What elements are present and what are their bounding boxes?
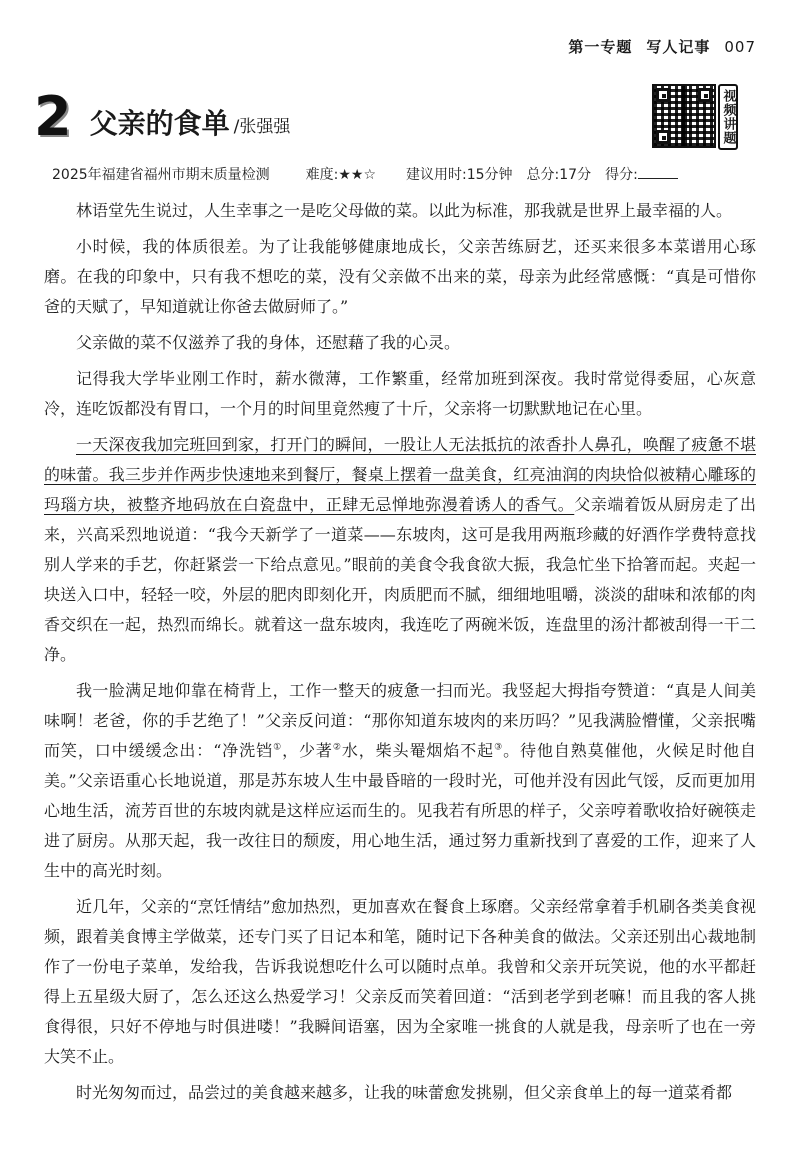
- paragraph: 林语堂先生说过，人生幸事之一是吃父母做的菜。以此为标准，那我就是世界上最幸福的人。: [76, 201, 733, 220]
- paragraph-text: 我一脸满足地仰靠在椅背上，工作一整天的疲惫一扫而光。我竖起大拇指夸赞道：“真是人间美味啊！老爸，你的手艺绝了！”父亲反问道：“那你知道东坡肉的来历吗？”见我满脸懵懂，父亲抿嘴而笑，口中缓缓念出：“净洗铛: [44, 681, 756, 760]
- video-explain-tag[interactable]: 视频讲题: [718, 84, 738, 150]
- exam-info-row: [52, 164, 772, 184]
- exam-source: 2025年福建省福州市期末质量检测: [52, 167, 270, 183]
- paragraph: 记得我大学毕业刚工作时，薪水微薄，工作繁重，经常加班到深夜。我时常觉得委屈，心灰意冷，连吃饭都没有胃口，一个月的时间里竟然瘦了十斤，父亲将一切默默地记在心里。: [44, 369, 756, 418]
- footnote-marker: ②: [332, 742, 342, 753]
- article-body: [44, 196, 756, 1114]
- score-label: 得分:: [605, 167, 638, 183]
- article-number: 2: [34, 85, 72, 148]
- running-head: [568, 36, 756, 57]
- paragraph: 时光匆匆而过，品尝过的美食越来越多，让我的味蕾愈发挑剔，但父亲食单上的每一道菜肴都: [76, 1083, 733, 1102]
- paragraph-text: 。待他自熟莫催他，火候足时他自美。”父亲语重心长地说道，那是苏东坡人生中最昏暗的一段时光，可他并没有因此气馁，反而更加用心地生活，流芳百世的东坡肉就是这样应运而生的。见我若有所思的样子，父亲哼着歌收拾好碗筷走进了厨房。从那天起，我一改往日的颓废，用心地生活，通过努力重新找到了喜爱的工作，迎来了人生中的高光时刻。: [44, 741, 756, 880]
- paragraph: [44, 676, 756, 886]
- score-blank[interactable]: [638, 166, 678, 179]
- paragraph-text: ，少著: [282, 741, 333, 760]
- section-label: 第一专题: [568, 38, 633, 56]
- qr-finder: [656, 88, 670, 102]
- paragraph: 近几年，父亲的“烹饪情结”愈加热烈，更加喜欢在餐食上琢磨。父亲经常拿着手机刷各类美食视频，跟着美食博主学做菜，还专门买了日记本和笔，随时记下各种美食的做法。父亲还别出心裁地制作了一份电子菜单，发给我，告诉我说想吃什么可以随时点单。我曾和父亲开玩笑说，他的水平都赶得上五星级大厨了，怎么还这么热爱学习！父亲反而笑着回道：“活到老学到老嘛！而且我的客人挑食得很，只好不停地与时俱进喽！”我瞬间语塞，因为全家唯一挑食的人就是我，母亲听了也在一旁大笑不止。: [44, 897, 756, 1066]
- footnote-marker: ③: [494, 742, 504, 753]
- difficulty: 难度:★★☆: [305, 167, 377, 183]
- qr-finder: [656, 130, 670, 144]
- footnote-marker: ①: [273, 742, 283, 753]
- article-title: 父亲的食单: [89, 107, 230, 140]
- paragraph-text: 水，柴头罨烟焰不起: [341, 741, 495, 760]
- paragraph: [44, 430, 756, 670]
- title-row: [34, 84, 291, 148]
- paragraph-text: 父亲端着饭从厨房走了出来，兴高采烈地说道：“我今天新学了一道菜——东坡肉，这可是我用两瓶珍藏的好酒作学费特意找别人学来的手艺，你赶紧尝一下给点意见。”眼前的美食令我食欲大振，我急忙坐下拾箸而起。夹起一块送入口中，轻轻一咬，外层的肥肉即刻化开，肉质肥而不腻，细细地咀嚼，淡淡的甜味和浓郁的肉香交织在一起，热烈而绵长。就着这一盘东坡肉，我连吃了两碗米饭，连盘里的汤汁都被刮得一干二净。: [44, 495, 756, 664]
- suggested-time: 建议用时:15分钟: [406, 167, 513, 183]
- underlined-passage: 一天深夜我加完班回到家，打开门的瞬间，一股让人无法抵抗的浓香扑人鼻孔，唤醒了疲惫不堪的味蕾。我三步并作两步快速地来到餐厅，餐桌上摆着一盘美食，红亮油润的肉块恰似被精心雕琢的玛瑙方块，被整齐地码放在白瓷盘中，正肆无忌惮地弥漫着诱人的香气。: [44, 435, 756, 514]
- qr-finder: [698, 88, 712, 102]
- paragraph: 父亲做的菜不仅滋养了我的身体，还慰藉了我的心灵。: [76, 333, 461, 352]
- paragraph: 小时候，我的体质很差。为了让我能够健康地成长，父亲苦练厨艺，还买来很多本菜谱用心琢磨。在我的印象中，只有我不想吃的菜，没有父亲做不出来的菜，母亲为此经常感慨：“真是可惜你爸的天赋了，早知道就让你爸去做厨师了。”: [44, 237, 756, 316]
- qr-code[interactable]: [652, 84, 716, 148]
- topic-label: 写人记事: [646, 38, 711, 56]
- total-score: 总分:17分: [526, 167, 592, 183]
- page-number: 007: [724, 38, 756, 56]
- article-author: /张强强: [233, 117, 291, 137]
